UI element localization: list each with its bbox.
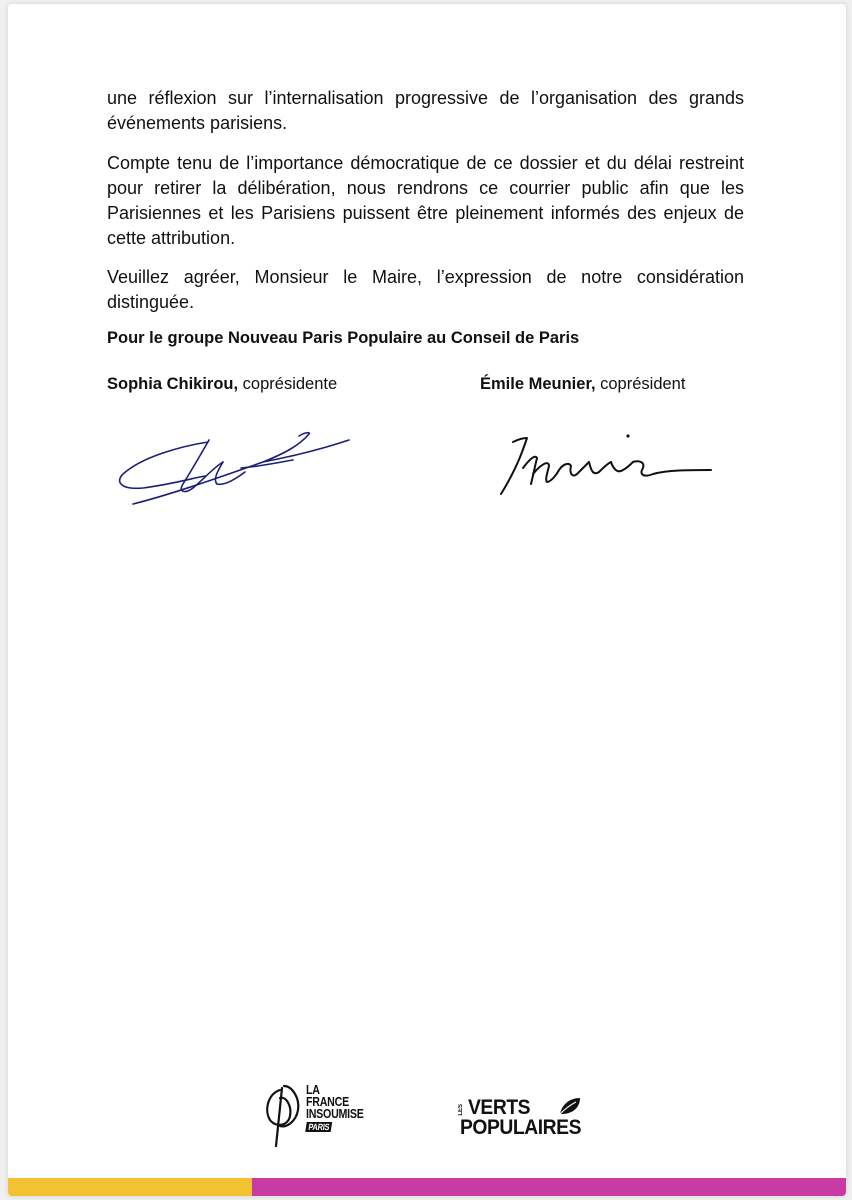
paragraph-internalisation: une réflexion sur l’internalisation progressive de l’organisation des grands événements parisiens.	[107, 88, 744, 133]
signer-name: Sophia Chikirou,	[107, 375, 239, 393]
signer-name: Émile Meunier,	[480, 375, 596, 393]
signer-role: coprésidente	[238, 375, 338, 393]
verts-les: LES	[458, 1104, 464, 1116]
lfi-wordmark	[306, 1084, 364, 1132]
lfi-paris-tag: PARIS	[305, 1122, 332, 1132]
verts-populaires-logo	[458, 1094, 618, 1144]
leaf-icon	[558, 1096, 582, 1116]
letter-page	[8, 4, 846, 1196]
signature-chikirou	[113, 424, 353, 514]
signer-role: coprésident	[595, 375, 686, 393]
signer-meunier	[480, 375, 685, 394]
phi-logo-icon	[260, 1080, 306, 1150]
signature-meunier	[493, 424, 713, 504]
lfi-line3: INSOUMISE	[306, 1106, 364, 1121]
group-attribution: Pour le groupe Nouveau Paris Populaire au Conseil de Paris	[107, 329, 580, 347]
paragraph-closing-formula: Veuillez agréer, Monsieur le Maire, l’expression de notre considération distinguée.	[107, 267, 744, 312]
lfi-logo	[260, 1080, 400, 1150]
verts-line1: VERTS	[468, 1096, 531, 1119]
lfi-line2: FRANCE	[306, 1094, 349, 1109]
verts-line2: POPULAIRES	[460, 1116, 582, 1139]
lfi-line1: LA	[306, 1082, 320, 1097]
signer-chikirou	[107, 375, 337, 394]
footer-bar-yellow	[8, 1178, 252, 1196]
paragraph-public-letter: Compte tenu de l’importance démocratique de ce dossier et du délai restreint pour retirer la délibération, nous rendrons ce courrier public afin que les Parisiennes et les Parisiens puissent être pleinement informés des enjeux de cette attribution.	[107, 153, 744, 248]
footer-bar-magenta	[252, 1178, 846, 1196]
